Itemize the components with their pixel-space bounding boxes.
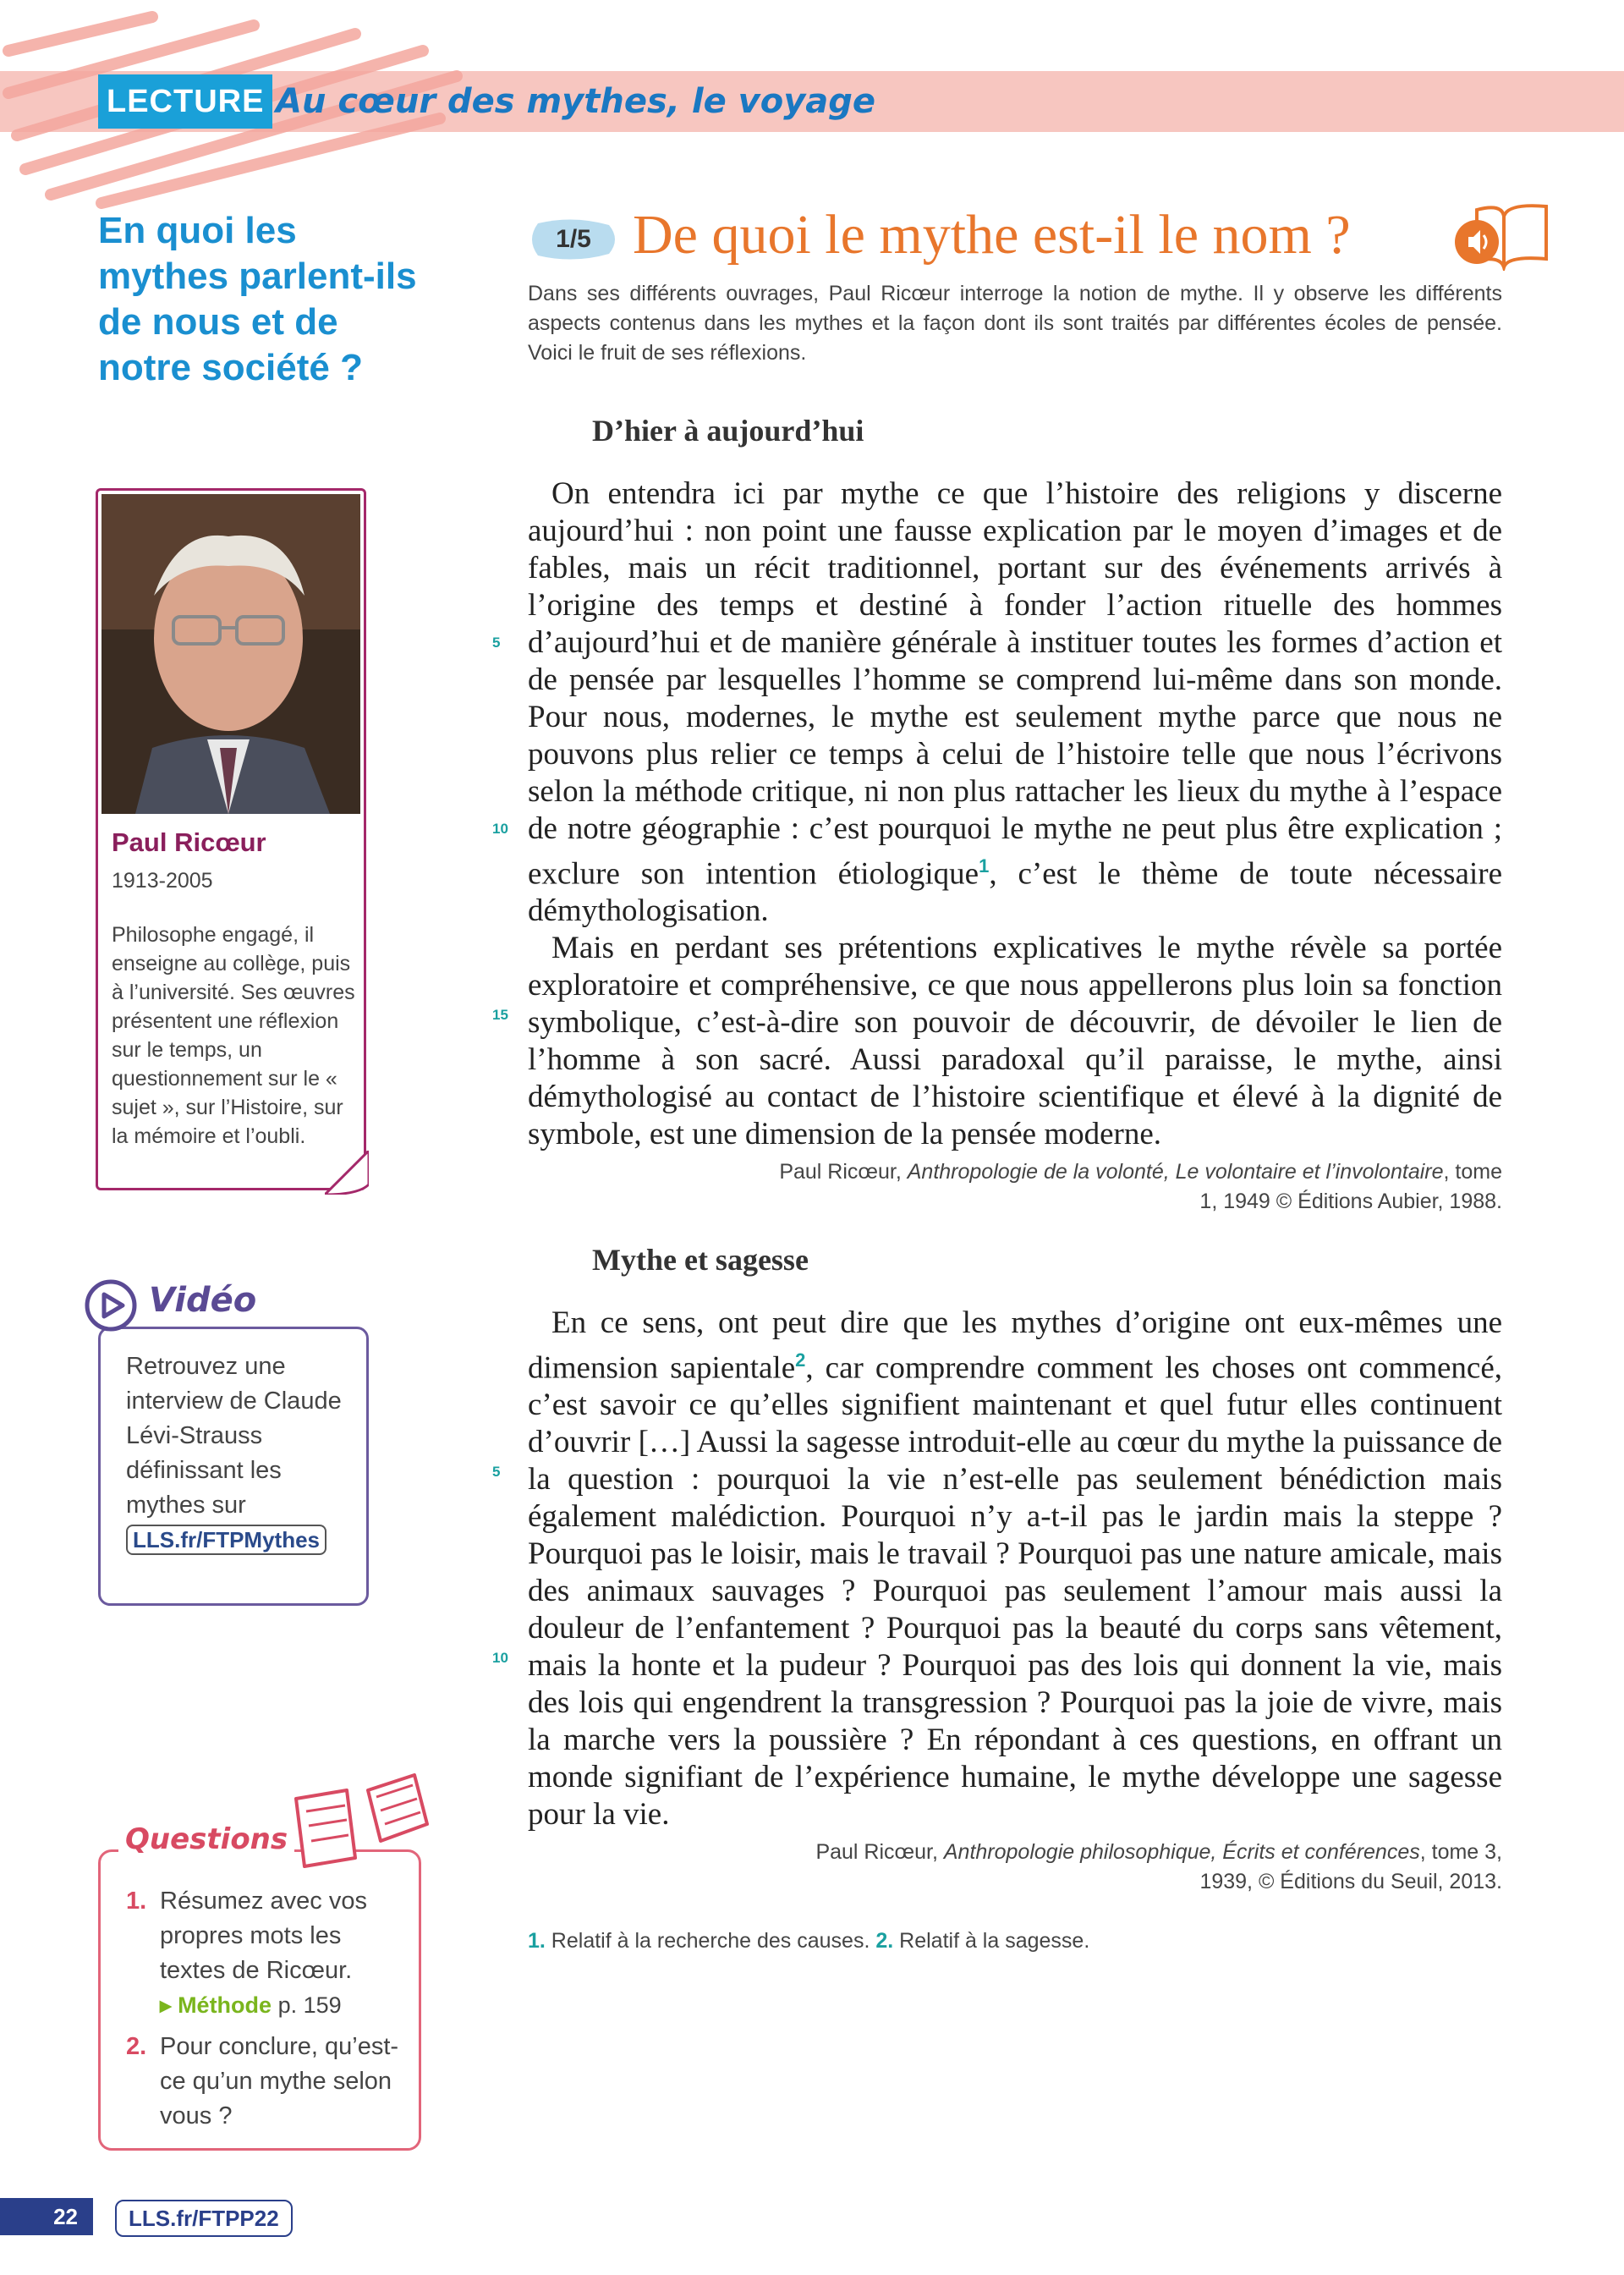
source-citation: Paul Ricœur, Anthropologie philosophique, Écrits et conférences, tome 3, 1939, © Éditions du Seuil, 2013.	[815, 1840, 1502, 1893]
section-heading: Mythe et sagesse	[592, 1243, 809, 1277]
footnote-ref: 1	[979, 855, 990, 876]
source-citation: Paul Ricœur, Anthropologie de la volonté, Le volontaire et l’involontaire, tome 1, 1949 © Éditions Aubier, 1988.	[779, 1160, 1502, 1213]
questions-box	[98, 1849, 421, 2151]
footer-link[interactable]: LLS.fr/FTPP22	[115, 2200, 293, 2237]
paragraph: En ce sens, ont peut dire que les mythes d’origine ont eux-mêmes une dimension sapientale$^2$, car comprendre comment les choses ont commencé, c’est savoir ce qu’elles signifient maintenant et quel futur elles continuent d’ouvrir […] Aussi la sagesse introduit-elle au cœur du mythe la puissance de la question : pourquoi la vie n’est-elle pas seulement bénédiction mais également malédiction. Pourquoi n’y a-t-il pas le jardin mais la steppe ? Pourquoi pas le loisir, mais le travail ? Pourquoi pas une nature amicale, mais des animaux sauvages ? Pourquoi pas seulement l’amour mais aussi la douleur de l’enfantement ? Pourquoi pas la beauté du corps sans vêtement, mais la honte et la pudeur ? Pourquoi pas des lois qui donnent la vie, mais des lois qui engendrent la transgression ? Pourquoi pas la joie de vivre, mais la marche vers la poussière ? En répondant à ces questions, en offrant un monde signifiant de l’expérience humaine, le mythe développe une sagesse pour la vie.	[528, 1305, 1503, 1833]
page-title: De quoi le mythe est-il le nom ?	[633, 204, 1351, 266]
paragraph: Mais en perdant ses prétentions explicatives le mythe révèle sa portée exploratoire et compréhensive, ce que nous appellerons plus loin sa fonction symbolique, c’est-à-dire son pouvoir de découvrir, de dévoiler le lien de l’homme à son sacré. Aussi paradoxal qu’il paraisse, le mythe, ainsi démythologisé au contact de l’histoire scientifique et élevé à la dignité de symbole, est une dimension de la pensée moderne.	[528, 931, 1502, 1152]
video-link[interactable]: LLS.fr/FTPMythes	[126, 1525, 326, 1555]
lecture-tag: LECTURE	[98, 74, 272, 129]
questions-title: Questions	[118, 1822, 294, 1856]
paragraph: On entendra ici par mythe ce que l’histoire des religions y discerne aujourd’hui : non point une fausse explication par le moyen d’images et de fables, mais un récit traditionnel, portant sur des événements arrivés à l’origine des temps et destiné à fonder l’action rituelle des hommes d’aujourd’hui et de manière générale à instituer toutes les formes d’action et de pensée par lesquelles l’homme se comprend lui-même dans son monde. Pour nous, modernes, le mythe est seulement mythe parce que nous ne pouvons plus relier ce temps à celui de l’histoire telle que nous l’écrivons selon la méthode critique, ni non plus rattacher les lieux du mythe à l’espace de notre géographie : c’est pourquoi le mythe ne peut plus être explication ; exclure son intention étiologique$^1$, c’est le thème de toute nécessaire démythologisation.	[528, 476, 1502, 929]
author-description: Philosophe engagé, il enseigne au collège, puis à l’université. Ses œuvres présentent une réflexion sur le temps, un questionnement sur le « sujet », sur l’Histoire, sur la mémoire et l’oubli.	[112, 923, 355, 1148]
guiding-question: En quoi les mythes parlent-ils de nous et de notre société ?	[98, 210, 417, 388]
question-number: 2.	[126, 2033, 147, 2060]
play-icon	[83, 1278, 139, 1333]
line-number: 10	[492, 1650, 508, 1666]
footnote-ref: 2	[795, 1349, 806, 1371]
question-item: 1. Résumez avec vos propres mots les textes de Ricœur. ▸ Méthode p. 159	[126, 1884, 405, 2023]
section-heading: D’hier à aujourd’hui	[592, 414, 864, 448]
author-bio-card	[96, 488, 366, 1190]
video-title: Vidéo	[144, 1281, 261, 1320]
question-item: 2. Pour conclure, qu’est-ce qu’un mythe selon vous ?	[126, 2030, 405, 2134]
questions-list	[126, 1884, 405, 2140]
line-number: 5	[492, 635, 501, 651]
author-photo	[102, 494, 360, 814]
papers-icon	[288, 1773, 431, 1875]
video-description: Retrouvez une interview de Claude Lévi-Strauss définissant les mythes sur LLS.fr/FTPMythes	[126, 1349, 354, 1558]
page-fold-icon	[325, 1151, 369, 1195]
question-number: 1.	[126, 1888, 147, 1915]
excerpt-2	[528, 1305, 1502, 1833]
intro-text: Dans ses différents ouvrages, Paul Ricœur interroge la notion de mythe. Il y observe les différents aspects contenus dans les mythes et la façon dont ils sont traités par différentes écoles de pensée. Voici le fruit de ses réflexions.	[528, 282, 1502, 365]
page-number: 22	[0, 2198, 93, 2235]
chapter-title: Au cœur des mythes, le voyage	[276, 82, 876, 121]
line-number: 10	[492, 821, 508, 837]
line-number: 15	[492, 1007, 508, 1023]
author-name: Paul Ricœur	[112, 827, 266, 857]
audio-book-icon[interactable]	[1451, 200, 1553, 271]
excerpt-1	[528, 475, 1502, 1153]
method-link[interactable]: ▸ Méthode p. 159	[160, 1992, 342, 2018]
video-box	[98, 1327, 369, 1606]
line-number: 5	[492, 1464, 501, 1480]
author-dates: 1913-2005	[112, 869, 213, 893]
footnotes: 1. Relatif à la recherche des causes. 2. Relatif à la sagesse.	[528, 1929, 1090, 1953]
text-number: 1/5	[556, 225, 591, 253]
